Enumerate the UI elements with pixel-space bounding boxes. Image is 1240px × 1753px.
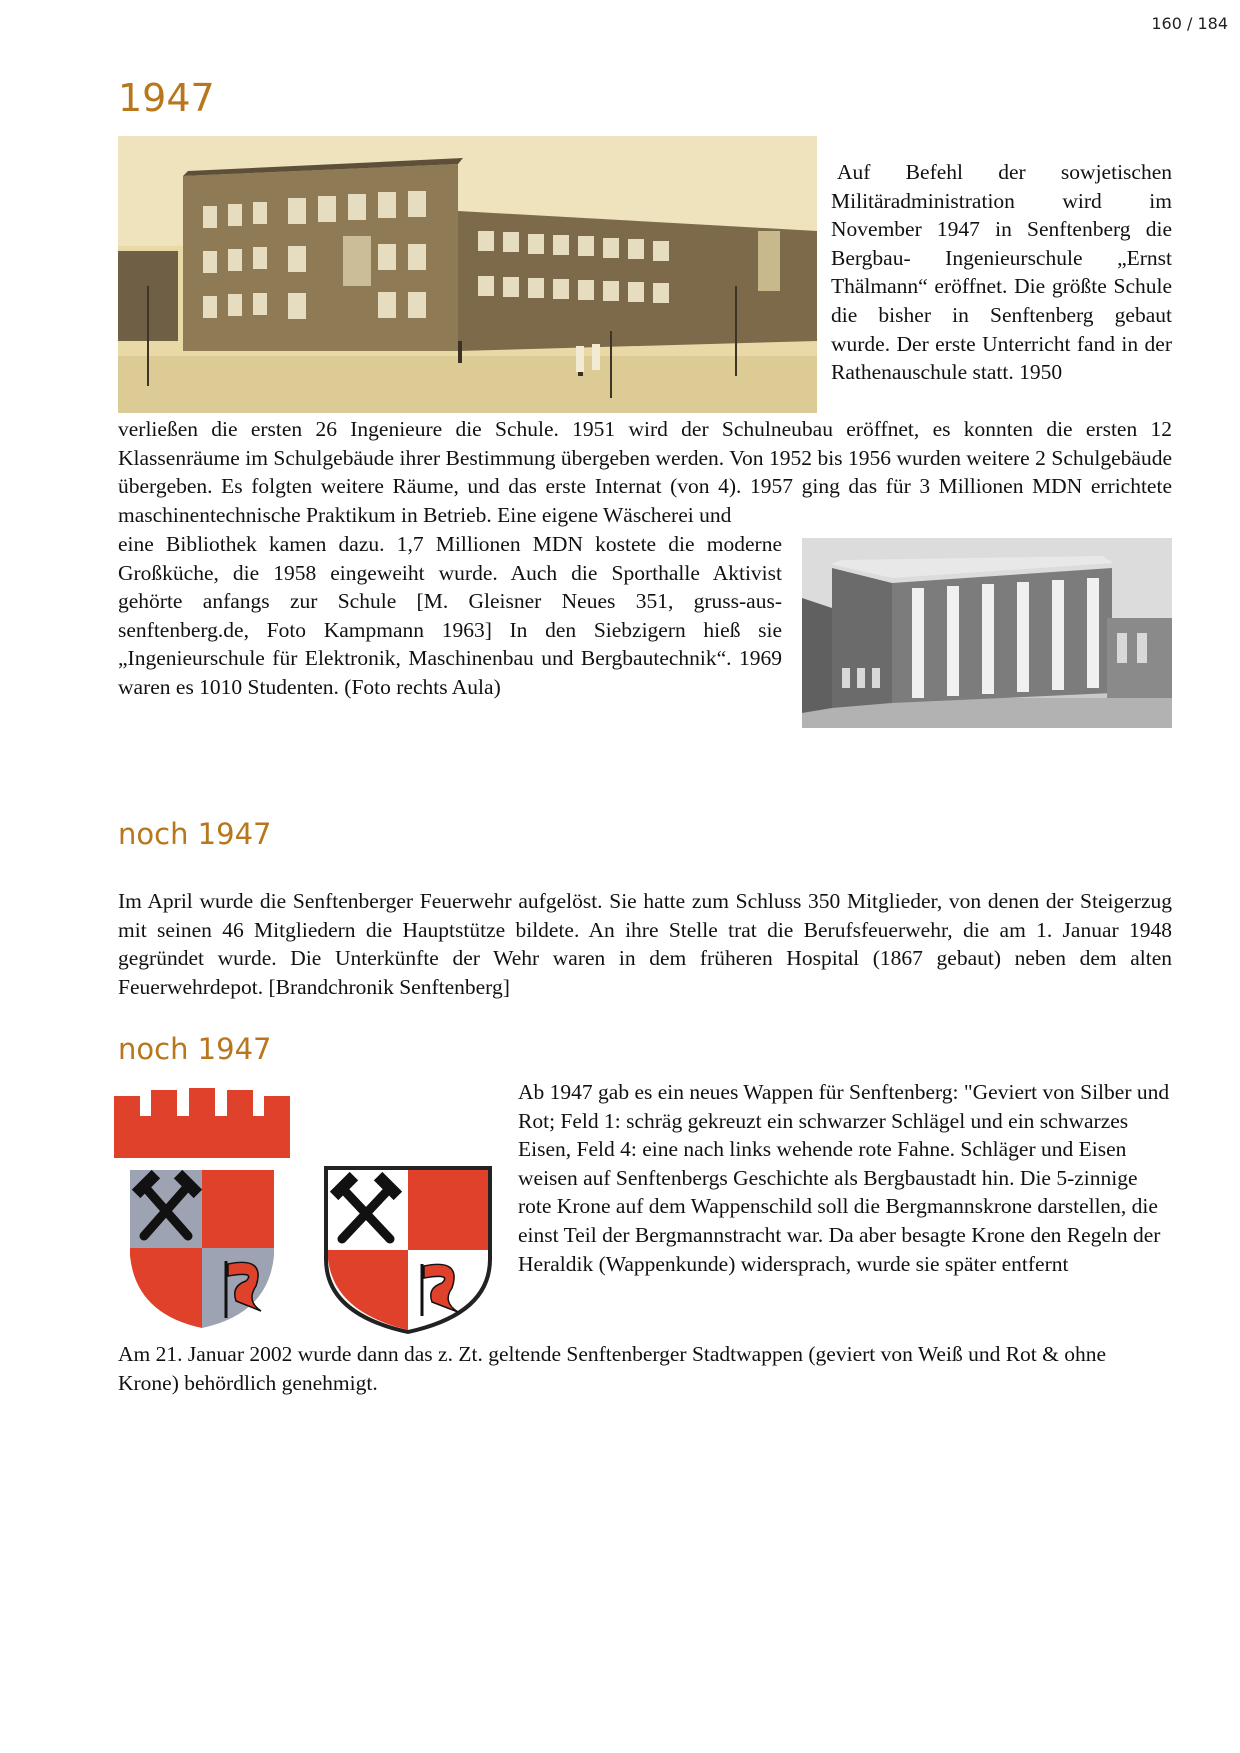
coat-of-arms-without-crown xyxy=(322,1164,494,1336)
stadtwappen-paragraph: Am 21. Januar 2002 wurde dann das z. Zt. geltende Senftenberger Stadtwappen (geviert von Weiß und Rot & ohne Krone) behördlich genehmigt. xyxy=(118,1342,1107,1395)
section1-text-right: Auf Befehl der sowjetischen Militäradministration wird im November 1947 in Senftenberg die Bergbau- Ingenieurschule „Ernst Thälmann“ eröffnet. Die größte Schule die bisher in Senftenberg gebaut wurde. Der erste Unterricht fand in der Rathenauschule statt. 1950 xyxy=(831,160,1172,385)
coat-of-arms-with-crown xyxy=(106,1086,298,1334)
section-heading-noch-1947: noch 1947 xyxy=(118,817,272,851)
feuerwehr-paragraph: Im April wurde die Senftenberger Feuerwehr aufgelöst. Sie hatte zum Schluss 350 Mitglieder, von denen der Steigerzug mit seinen 46 Mitgliedern die Hauptstütze bildete. An ihre Stelle trat die Berufsfeuerwehr, die am 1. Januar 1948 gegründet wurde. Die Unterkünfte der Wehr waren in dem früheren Hospital (1867 gebaut) neben dem alten Feuerwehrdepot. [Brandchronik Senftenberg] xyxy=(118,889,1172,999)
section1-text-left: eine Bibliothek kamen dazu. 1,7 Millionen MDN kostete die moderne Großküche, die 1958 eingeweiht wurde. Auch die Sporthalle Aktivist gehörte anfangs zur Schule [M. Gleisner Neues 351, gruss-aus-senftenberg.de, Foto Kampmann 1963] In den Siebzigern hieß sie „Ingenieurschule für Elektronik, Maschinenbau und Bergbautechnik“. 1969 waren es 1010 Studenten. (Foto rechts Aula) xyxy=(118,532,782,699)
section1-text-full: verließen die ersten 26 Ingenieure die Schule. 1951 wird der Schulneubau eröffnet, es konnten die ersten 12 Klassenräume im Schulgebäude ihrer Bestimmung übergeben werden. Von 1952 bis 1956 wurden weitere 2 Schulgebäude übergeben. Es folgten weitere Räume, und das erste Internat (von 4). 1957 ging das für 3 Millionen MDN errichtete maschinentechnische Praktikum in Betrieb. Eine eigene Wäscherei und xyxy=(118,417,1172,527)
section-heading-1947: 1947 xyxy=(118,76,215,120)
school-building-photo xyxy=(118,136,817,413)
page-number: 160 / 184 xyxy=(1151,14,1228,33)
aula-building-photo xyxy=(802,538,1172,728)
section-heading-wappen: noch 1947 xyxy=(118,1032,272,1066)
wappen-paragraph: Ab 1947 gab es ein neues Wappen für Senftenberg: "Geviert von Silber und Rot; Feld 1: schräg gekreuzt ein schwarzer Schlägel und ein schwarzes Eisen, Feld 4: eine nach links wehende rote Fahne. Schläger und Eisen weisen auf Senftenbergs Geschichte als Bergbaustadt hin. Die 5-zinnige rote Krone auf dem Wappenschild soll die Bergmannskrone darstellen, die einst Teil der Bergmannstracht war. Da aber besagte Krone den Regeln der Heraldik (Wappenkunde) widersprach, wurde sie später entfernt xyxy=(518,1080,1170,1276)
